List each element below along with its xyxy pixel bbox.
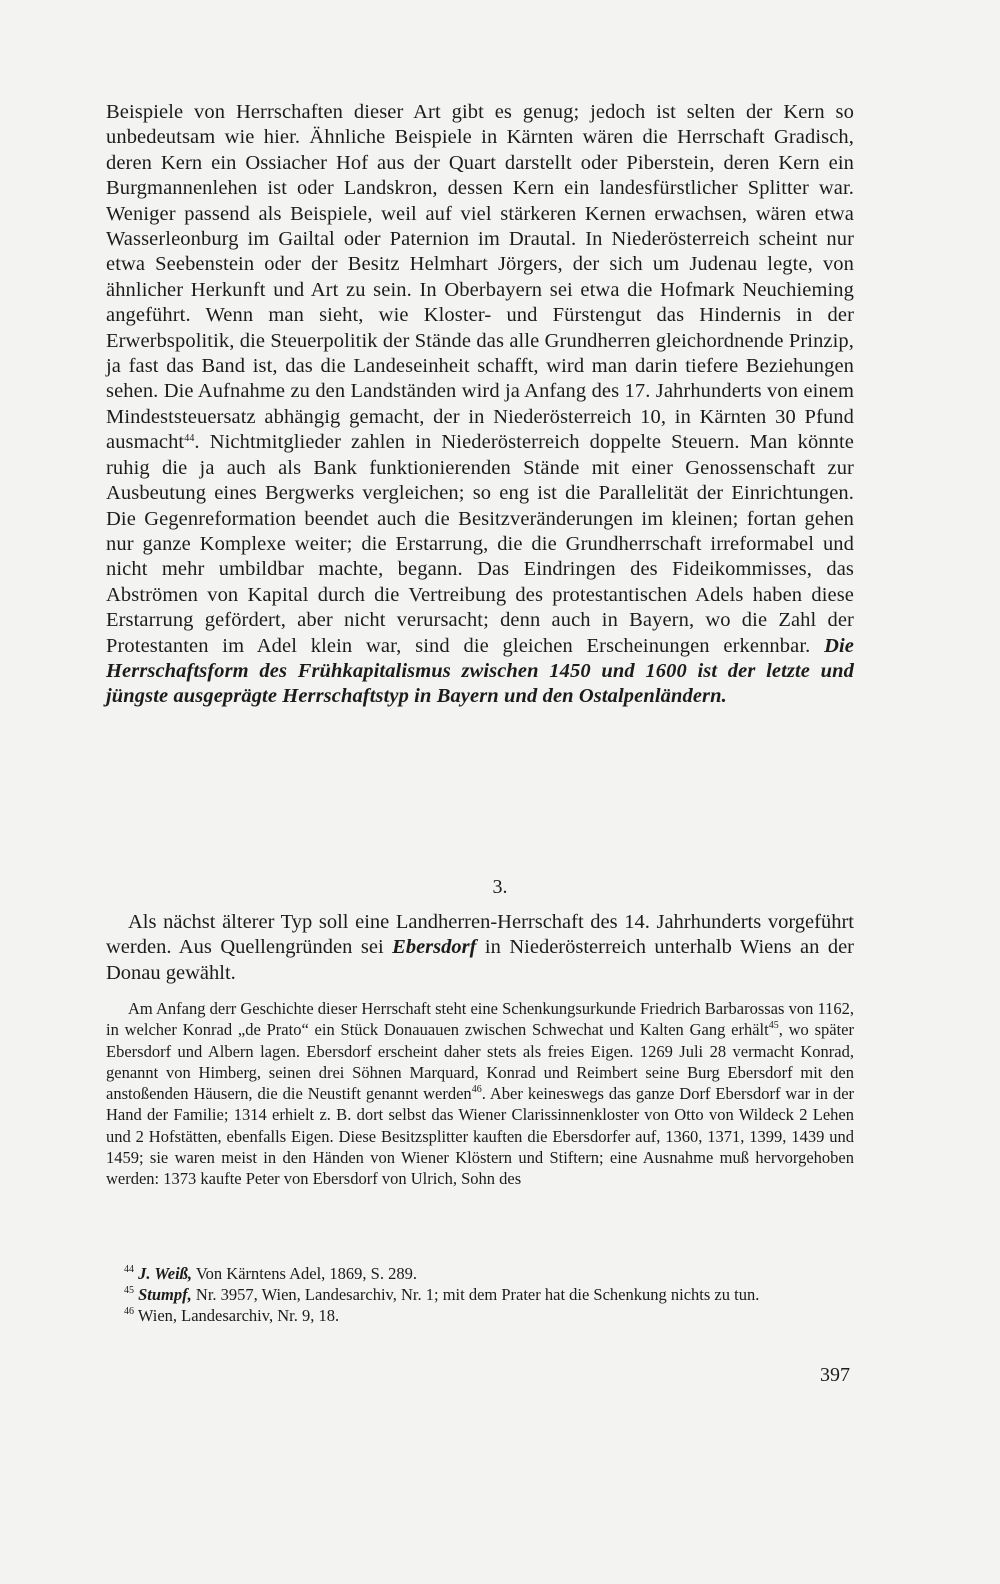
footnote-author: J. Weiß, (138, 1264, 193, 1283)
section-emphasis-place: Ebersdorf (392, 936, 477, 959)
footnote-44 (106, 1264, 854, 1283)
footnotes (106, 1264, 854, 1327)
footnote-text: Wien, Landesarchiv, Nr. 9, 18. (137, 1306, 340, 1325)
footnote-author: Stumpf, (138, 1285, 192, 1304)
small-text-part3: . Aber keineswegs das ganze Dorf Ebersdorf war in der Hand der Familie; 1314 erhielt z. B. dort selbst das Wiener Clarissinnenkloster von Otto von Wildeck 2 Lehen und 2 Hofstätten, ebenfalls Eigen. Diese Besitzsplitter kauften die Ebersdorfer auf, 1360, 1371, 1399, 1439 und 1459; sie waren meist in den Händen von Wiener Klöstern und Stiftern; eine Ausnahme muß hervorgehoben werden: 1373 kaufte Peter von Ebersdorf von Ulrich, Sohn des (106, 1084, 855, 1189)
footnote-ref-45: 45 (768, 1020, 779, 1032)
main-paragraph-text-continued: . Nichtmitglieder zahlen in Niederösterreich doppelte Steuern. Man könnte ruhig die ja auch als Bank funktionierenden Stände mit einer Genossenschaft zur Ausbeutung eines Bergwerks vergleichen; so eng ist die Parallelität der Einrichtungen. Die Gegenreformation beendet auch die Besitzveränderungen im kleinen; fortan gehen nur ganze Komplexe weiter; die Erstarrung, die die Grundherrschaft irreformabel und nicht mehr umbildbar machte, begann. Das Eindringen des Fideikommisses, das Abströmen von Kapital durch die Vertreibung des protestantischen Adels haben diese Erstarrung gefördert, aber nicht verursacht; denn auch in Bayern, wo die Zahl der Protestanten im Adel klein war, sind die gleichen Erscheinungen erkennbar. (106, 431, 854, 657)
section-text-before: Als nächst älterer Typ soll eine Landherren-Herrschaft des 14. Jahrhunderts vorgeführt werden. Aus Quellengründen sei (106, 911, 854, 959)
footnote-45 (106, 1285, 854, 1304)
main-paragraph-emphasis: Die Herrschaftsform des Frühkapitalismus zwischen 1450 und 1600 ist der letzte und jüngste ausgeprägte Herrschaftstyp in Bayern und den Ostalpenländern. (106, 634, 854, 708)
footnote-number: 44 (124, 1264, 134, 1275)
small-text-part1: Am Anfang derr Geschichte dieser Herrschaft steht eine Schenkungsurkunde Friedrich Barbarossas von 1162, in welcher Konrad „de Prato“ ein Stück Donauauen zwischen Schwechat und Kalten Gang erhält (106, 999, 854, 1040)
footnote-text: Nr. 3957, Wien, Landesarchiv, Nr. 1; mit dem Prater hat die Schenkung nichts zu tun. (191, 1285, 760, 1304)
footnote-ref-46: 46 (471, 1084, 482, 1096)
section-text-after: in Niederösterreich unterhalb Wiens an der Donau gewählt. (106, 936, 854, 984)
footnote-number: 45 (124, 1285, 134, 1296)
footnote-46 (106, 1306, 854, 1325)
small-text-part2: , wo später Ebersdorf und Albern lagen. Ebersdorf erscheint daher stets als freies Eigen. 1269 Juli 28 vermacht Konrad, genannt von Himberg, seinen drei Söhnen Marquard, Konrad und Reimbert seine Burg Ebersdorf mit den anstoßenden Häusern, die die Neustift genannt werden (106, 1020, 854, 1104)
section-number: 3. (492, 876, 508, 898)
page-number: 397 (820, 1364, 850, 1386)
main-paragraph (106, 100, 854, 710)
footnote-number: 46 (124, 1306, 134, 1317)
main-paragraph-text: Beispiele von Herrschaften dieser Art gibt es genug; jedoch ist selten der Kern so unbedeutsam wie hier. Ähnliche Beispiele in Kärnten wären die Herrschaft Gradisch, deren Kern ein Ossiacher Hof aus der Quart darstellt oder Piberstein, deren Kern ein Burgmannenlehen ist oder Landskron, dessen Kern ein landesfürstlicher Splitter war. Weniger passend als Beispiele, weil auf viel stärkeren Kernen erwachsen, wären etwa Wasserleonburg im Gailtal oder Paternion im Drautal. In Niederösterreich scheint nur etwa Seebenstein oder der Besitz Helmhart Jörgers, der sich um Judenau legte, von ähnlicher Herkunft und Art zu sein. In Oberbayern sei etwa die Hofmark Neuchieming angeführt. Wenn man sieht, wie Kloster- und Fürstengut das Hindernis in der Erwerbspolitik, die Steuerpolitik der Stände das alle Grundherren gleichordnende Prinzip, ja fast das Band ist, das die Landeseinheit schafft, wird man darin tiefere Beziehungen sehen. Die Aufnahme zu den Landständen wird ja Anfang des 17. Jahrhunderts von einem Mindeststeuersatz abhängig gemacht, der in Niederösterreich 10, in Kärnten 30 Pfund ausmacht (106, 101, 854, 454)
footnote-ref-44: 44 (184, 433, 195, 445)
small-print-paragraph (106, 998, 854, 1190)
footnote-text: Von Kärntens Adel, 1869, S. 289. (192, 1264, 417, 1283)
section-intro-paragraph (106, 910, 854, 986)
